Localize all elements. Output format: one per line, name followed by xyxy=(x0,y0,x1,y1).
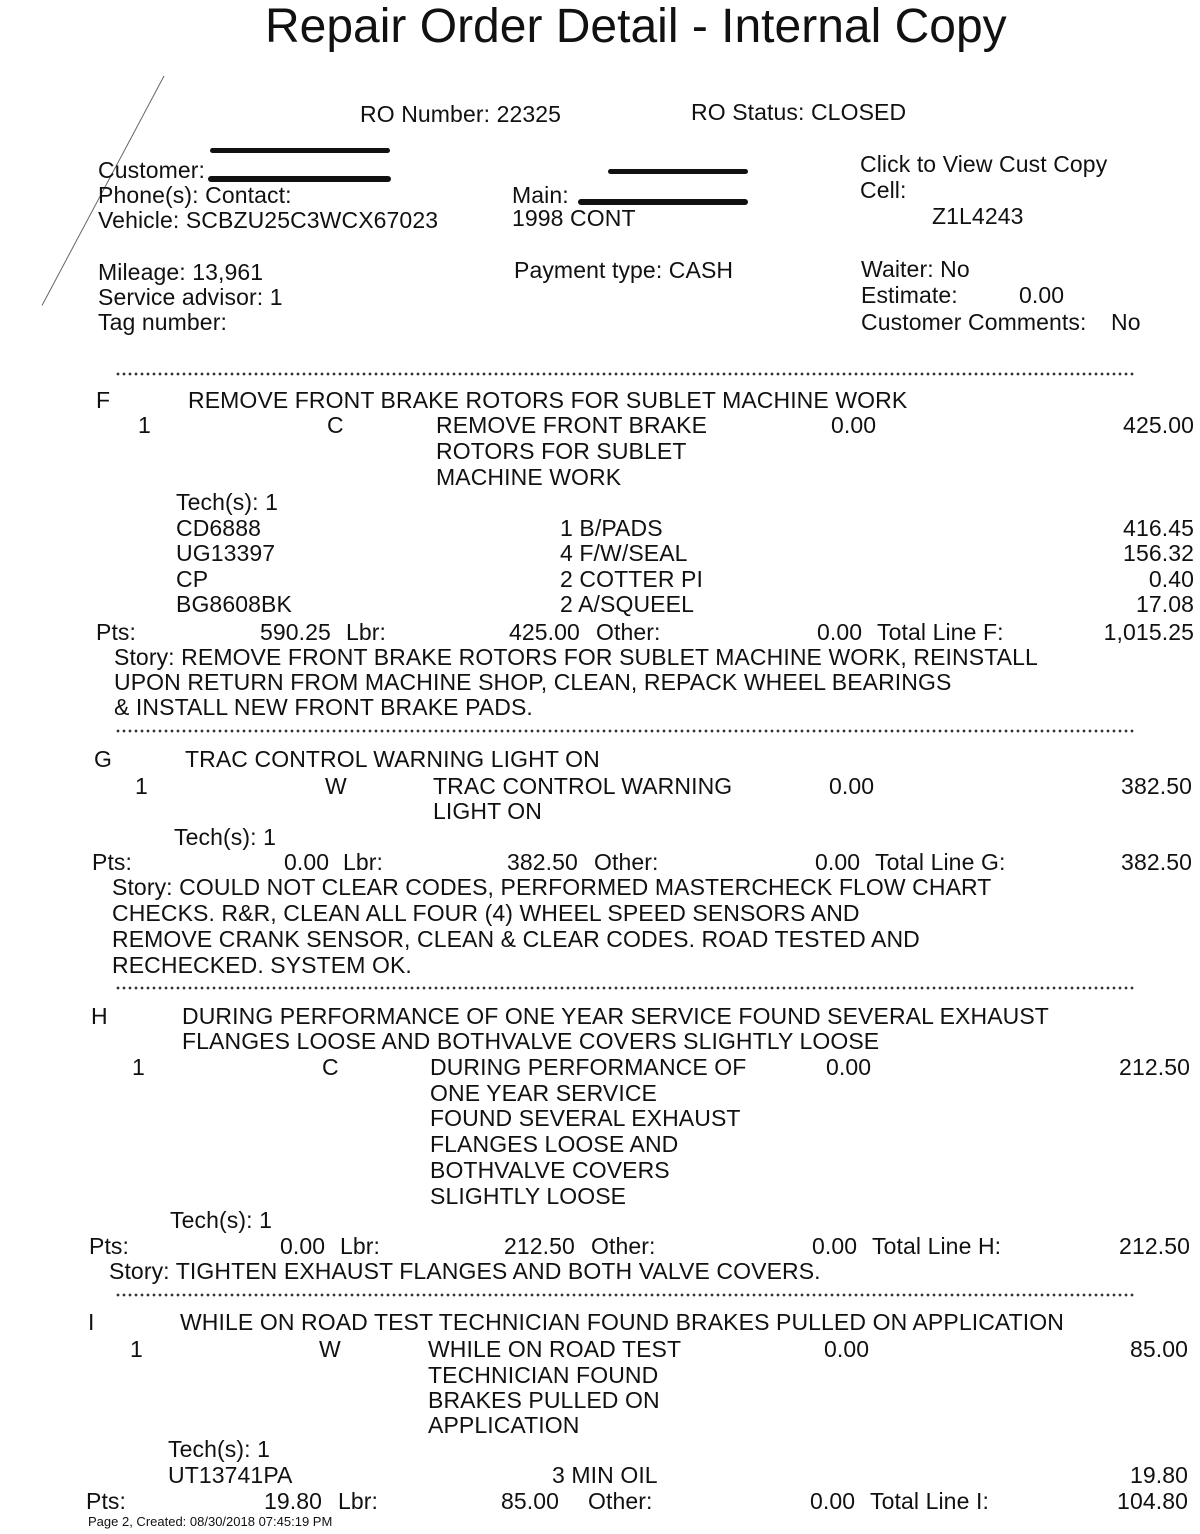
op-desc-line: APPLICATION xyxy=(428,1412,580,1438)
line-letter: F xyxy=(96,387,111,413)
op-labor-amount: 212.50 xyxy=(1119,1054,1190,1080)
op-qty: 1 xyxy=(132,1054,145,1080)
line-letter: H xyxy=(91,1003,108,1029)
part-number: CD6888 xyxy=(176,515,261,541)
op-type: W xyxy=(319,1336,341,1362)
redaction-bar xyxy=(210,148,390,153)
total-line-value: 212.50 xyxy=(1119,1233,1190,1259)
pts-value: 0.00 xyxy=(280,1233,326,1259)
op-desc-line: REMOVE FRONT BRAKE xyxy=(436,412,708,438)
op-desc-line: FOUND SEVERAL EXHAUST xyxy=(430,1105,741,1131)
op-labor-amount: 85.00 xyxy=(1129,1336,1188,1362)
op-desc-line: ROTORS FOR SUBLET xyxy=(436,438,687,464)
total-line-value: 104.80 xyxy=(1117,1488,1188,1514)
op-hours: 0.00 xyxy=(831,412,877,438)
mileage: Mileage: 13,961 xyxy=(98,259,264,285)
part-qty-desc: 4 F/W/SEAL xyxy=(560,540,688,566)
other-value: 0.00 xyxy=(812,1233,858,1259)
part-number: BG8608BK xyxy=(176,591,292,617)
customer-label: Customer: xyxy=(98,157,205,183)
part-number: UT13741PA xyxy=(168,1462,293,1488)
pts-label: Pts: xyxy=(96,619,137,645)
pts-value: 19.80 xyxy=(264,1488,323,1514)
techs: Tech(s): 1 xyxy=(170,1207,272,1233)
redaction-bar xyxy=(608,169,748,174)
part-number: CP xyxy=(176,566,209,592)
lbr-value: 212.50 xyxy=(504,1233,575,1259)
line-letter: G xyxy=(94,746,112,772)
techs: Tech(s): 1 xyxy=(176,489,278,515)
page-footer: Page 2, Created: 08/30/2018 07:45:19 PM xyxy=(88,1514,333,1529)
lbr-label: Lbr: xyxy=(340,1233,381,1259)
part-qty-desc: 3 MIN OIL xyxy=(552,1462,658,1488)
total-line-value: 382.50 xyxy=(1121,849,1192,875)
line-description: FLANGES LOOSE AND BOTHVALVE COVERS SLIGHTLY LOOSE xyxy=(182,1028,880,1054)
other-label: Other: xyxy=(591,1233,656,1259)
op-hours: 0.00 xyxy=(824,1336,870,1362)
estimate-label: Estimate: xyxy=(861,282,958,308)
op-desc-line: FLANGES LOOSE AND xyxy=(430,1131,679,1157)
service-advisor: Service advisor: 1 xyxy=(98,284,283,310)
op-type: W xyxy=(325,773,347,799)
op-hours: 0.00 xyxy=(826,1054,872,1080)
cell-label: Cell: xyxy=(860,177,907,203)
story-line: Story: COULD NOT CLEAR CODES, PERFORMED MASTERCHECK FLOW CHART xyxy=(112,874,992,900)
lbr-label: Lbr: xyxy=(343,849,384,875)
op-desc-line: TRAC CONTROL WARNING xyxy=(433,773,733,799)
techs: Tech(s): 1 xyxy=(168,1436,270,1462)
other-value: 0.00 xyxy=(815,849,861,875)
op-desc-line: TECHNICIAN FOUND xyxy=(428,1362,659,1388)
story-line: UPON RETURN FROM MACHINE SHOP, CLEAN, REPACK WHEEL BEARINGS xyxy=(114,669,952,695)
line-description: REMOVE FRONT BRAKE ROTORS FOR SUBLET MACHINE WORK xyxy=(188,387,908,413)
op-labor-amount: 382.50 xyxy=(1121,773,1192,799)
section-divider xyxy=(115,985,1135,991)
other-label: Other: xyxy=(594,849,659,875)
total-line-label: Total Line I: xyxy=(870,1488,989,1514)
part-number: UG13397 xyxy=(176,540,276,566)
total-line-label: Total Line G: xyxy=(875,849,1006,875)
other-value: 0.00 xyxy=(817,619,863,645)
pts-label: Pts: xyxy=(89,1233,130,1259)
op-desc-line: SLIGHTLY LOOSE xyxy=(430,1183,627,1209)
phone-label: Phone(s): Contact: xyxy=(98,182,292,208)
op-desc-line: LIGHT ON xyxy=(433,798,543,824)
part-price: 156.32 xyxy=(1123,540,1194,566)
line-letter: I xyxy=(88,1309,95,1335)
part-price: 17.08 xyxy=(1135,591,1194,617)
part-price: 416.45 xyxy=(1123,515,1194,541)
tag-number: Tag number: xyxy=(98,309,227,335)
techs: Tech(s): 1 xyxy=(174,824,276,850)
section-divider xyxy=(115,1292,1135,1298)
ro-number: RO Number: 22325 xyxy=(360,101,562,127)
pts-value: 0.00 xyxy=(284,849,330,875)
total-line-label: Total Line H: xyxy=(872,1233,1002,1259)
main-phone-label: Main: xyxy=(512,182,569,208)
op-qty: 1 xyxy=(130,1336,143,1362)
line-description: WHILE ON ROAD TEST TECHNICIAN FOUND BRAKES PULLED ON APPLICATION xyxy=(180,1309,1064,1335)
section-divider xyxy=(115,728,1135,734)
story-line: Story: REMOVE FRONT BRAKE ROTORS FOR SUBLET MACHINE WORK, REINSTALL xyxy=(114,644,1038,670)
op-desc-line: BRAKES PULLED ON xyxy=(428,1387,660,1413)
lbr-label: Lbr: xyxy=(338,1488,379,1514)
ro-status: RO Status: CLOSED xyxy=(691,99,907,125)
license-plate: Z1L4243 xyxy=(932,203,1024,229)
op-labor-amount: 425.00 xyxy=(1123,412,1194,438)
lbr-value: 382.50 xyxy=(507,849,578,875)
op-desc-line: BOTHVALVE COVERS xyxy=(430,1157,670,1183)
op-hours: 0.00 xyxy=(829,773,875,799)
vehicle-vin: Vehicle: SCBZU25C3WCX67023 xyxy=(98,207,439,233)
lbr-label: Lbr: xyxy=(346,619,387,645)
view-cust-copy-link[interactable]: Click to View Cust Copy xyxy=(860,151,1108,177)
page-title: Repair Order Detail - Internal Copy xyxy=(265,0,1007,53)
pts-value: 590.25 xyxy=(260,619,331,645)
payment-type: Payment type: CASH xyxy=(514,257,734,283)
op-type: C xyxy=(327,412,344,438)
customer-comments-label: Customer Comments: xyxy=(861,309,1087,335)
lbr-value: 425.00 xyxy=(509,619,580,645)
lbr-value: 85.00 xyxy=(501,1488,560,1514)
op-qty: 1 xyxy=(135,773,148,799)
other-label: Other: xyxy=(596,619,661,645)
part-qty-desc: 1 B/PADS xyxy=(560,515,663,541)
story-line: RECHECKED. SYSTEM OK. xyxy=(112,952,412,978)
pts-label: Pts: xyxy=(86,1488,127,1514)
line-description: TRAC CONTROL WARNING LIGHT ON xyxy=(185,746,600,772)
op-desc-line: MACHINE WORK xyxy=(436,464,622,490)
total-line-label: Total Line F: xyxy=(877,619,1004,645)
total-line-value: 1,015.25 xyxy=(1103,619,1194,645)
story-line: & INSTALL NEW FRONT BRAKE PADS. xyxy=(114,694,533,720)
part-qty-desc: 2 COTTER PI xyxy=(560,566,703,592)
section-divider xyxy=(115,371,1135,377)
part-price: 0.40 xyxy=(1148,566,1194,592)
estimate-value: 0.00 xyxy=(1019,282,1065,308)
other-label: Other: xyxy=(588,1488,653,1514)
story-line: Story: TIGHTEN EXHAUST FLANGES AND BOTH VALVE COVERS. xyxy=(109,1258,821,1284)
part-qty-desc: 2 A/SQUEEL xyxy=(560,591,694,617)
op-qty: 1 xyxy=(138,412,151,438)
story-line: CHECKS. R&R, CLEAN ALL FOUR (4) WHEEL SPEED SENSORS AND xyxy=(112,900,860,926)
op-desc-line: ONE YEAR SERVICE xyxy=(430,1080,657,1106)
other-value: 0.00 xyxy=(810,1488,856,1514)
pts-label: Pts: xyxy=(92,849,133,875)
op-desc-line: WHILE ON ROAD TEST xyxy=(428,1336,682,1362)
part-price: 19.80 xyxy=(1129,1462,1188,1488)
line-description: DURING PERFORMANCE OF ONE YEAR SERVICE FOUND SEVERAL EXHAUST xyxy=(182,1003,1049,1029)
op-type: C xyxy=(322,1054,339,1080)
vehicle-year-make: 1998 CONT xyxy=(512,205,636,231)
story-line: REMOVE CRANK SENSOR, CLEAN & CLEAR CODES. ROAD TESTED AND xyxy=(112,926,920,952)
customer-comments-value: No xyxy=(1111,309,1141,335)
waiter: Waiter: No xyxy=(861,256,970,282)
op-desc-line: DURING PERFORMANCE OF xyxy=(430,1054,747,1080)
